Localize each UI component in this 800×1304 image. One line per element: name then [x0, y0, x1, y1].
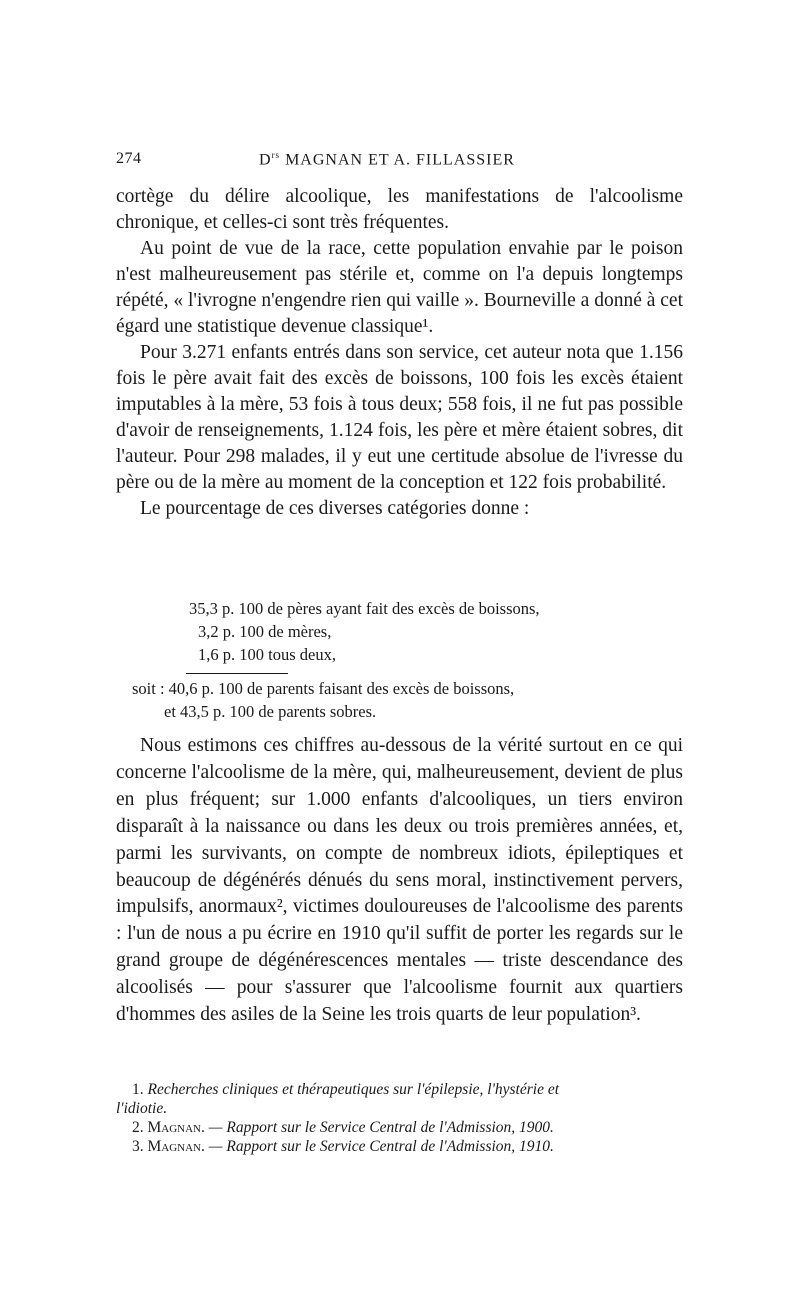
- page-number: 274: [116, 150, 142, 167]
- running-header: [116, 150, 682, 174]
- footnote-1-cont: [116, 1099, 167, 1118]
- footnote-text: — Rapport sur le Service Central de l'Admission, 1900.: [208, 1119, 554, 1136]
- running-title: [259, 150, 515, 169]
- running-title-rest: MAGNAN ET A. FILLASSIER: [280, 151, 515, 169]
- footnote-1: [132, 1080, 559, 1099]
- footnote-author: Magnan.: [147, 1119, 205, 1136]
- footnote-text: — Rapport sur le Service Central de l'Admission, 1910.: [208, 1138, 554, 1155]
- stat-row: 35,3 p. 100 de pères ayant fait des excès de boissons,: [189, 599, 540, 618]
- paragraph-estimates: Nous estimons ces chiffres au-dessous de la vérité surtout en ce qui concerne l'alcoolisme de la mère, qui, malheureusement, devient de plus en plus fréquent; sur 1.000 enfants d'alcooliques, un tiers environ disparaît à la naissance ou dans les deux ou trois premières années, et, parmi les survivants, on compte de nombreux idiots, épileptiques et beaucoup de dégénérés dénués du sens moral, instinctivement pervers, impulsifs, anormaux², victimes douloureuses de l'alcoolisme des parents : l'un de nous a pu écrire en 1910 qu'il suffit de porter les regards sur le grand groupe de dégénérescences mentales — triste descendance des alcoolisés — pour s'assurer que l'alcoolisme fournit aux quartiers d'hommes des asiles de la Seine les trois quarts de leur population³.: [116, 735, 683, 1026]
- stat-row: 1,6 p. 100 tous deux,: [198, 645, 336, 664]
- footnote-2: [132, 1118, 554, 1137]
- running-title-prefix: D: [259, 151, 272, 169]
- stat-row-sober: et 43,5 p. 100 de parents sobres.: [164, 702, 377, 721]
- footnote-text: l'idiotie.: [116, 1100, 168, 1117]
- footnote-author: Magnan.: [147, 1138, 205, 1155]
- running-title-sup: rs: [271, 150, 281, 160]
- stat-row-total: soit : 40,6 p. 100 de parents faisant des excès de boissons,: [132, 679, 515, 698]
- paragraph-continued: cortège du délire alcoolique, les manifestations de l'alcoolisme chronique, et celles-ci sont très fréquentes.: [116, 186, 683, 233]
- footnote-text: Recherches cliniques et thérapeutiques sur l'épilepsie, l'hystérie et: [147, 1081, 560, 1098]
- stat-row: 3,2 p. 100 de mères,: [198, 622, 332, 641]
- footnote-number: 2.: [132, 1119, 144, 1136]
- body-text-continued: [116, 733, 683, 1029]
- footnote-3: [132, 1137, 554, 1156]
- paragraph-race: Au point de vue de la race, cette population envahie par le poison n'est malheureusement pas stérile et, comme on l'a depuis longtemps répété, « l'ivrogne n'engendre rien qui vaille ». Bourneville a donné à cet égard une statistique devenue classique¹.: [116, 238, 683, 337]
- footnote-number: 1.: [132, 1081, 144, 1098]
- paragraph-statistics: Pour 3.271 enfants entrés dans son service, cet auteur nota que 1.156 fois le père avait fait des excès de boissons, 100 fois les excès étaient imputables à la mère, 53 fois à tous deux; 558 fois, il ne fut pas possible d'avoir de renseignements, 1.124 fois, les père et mère étaient sobres, dit l'auteur. Pour 298 malades, il y eut une certitude absolue de l'ivresse du père ou de la mère au moment de la conception et 122 fois probabilité.: [116, 342, 683, 493]
- sum-rule: [186, 673, 288, 674]
- footnote-number: 3.: [132, 1138, 144, 1155]
- paragraph-percentages-intro: Le pourcentage de ces diverses catégories donne :: [140, 498, 530, 519]
- body-text: [116, 184, 683, 522]
